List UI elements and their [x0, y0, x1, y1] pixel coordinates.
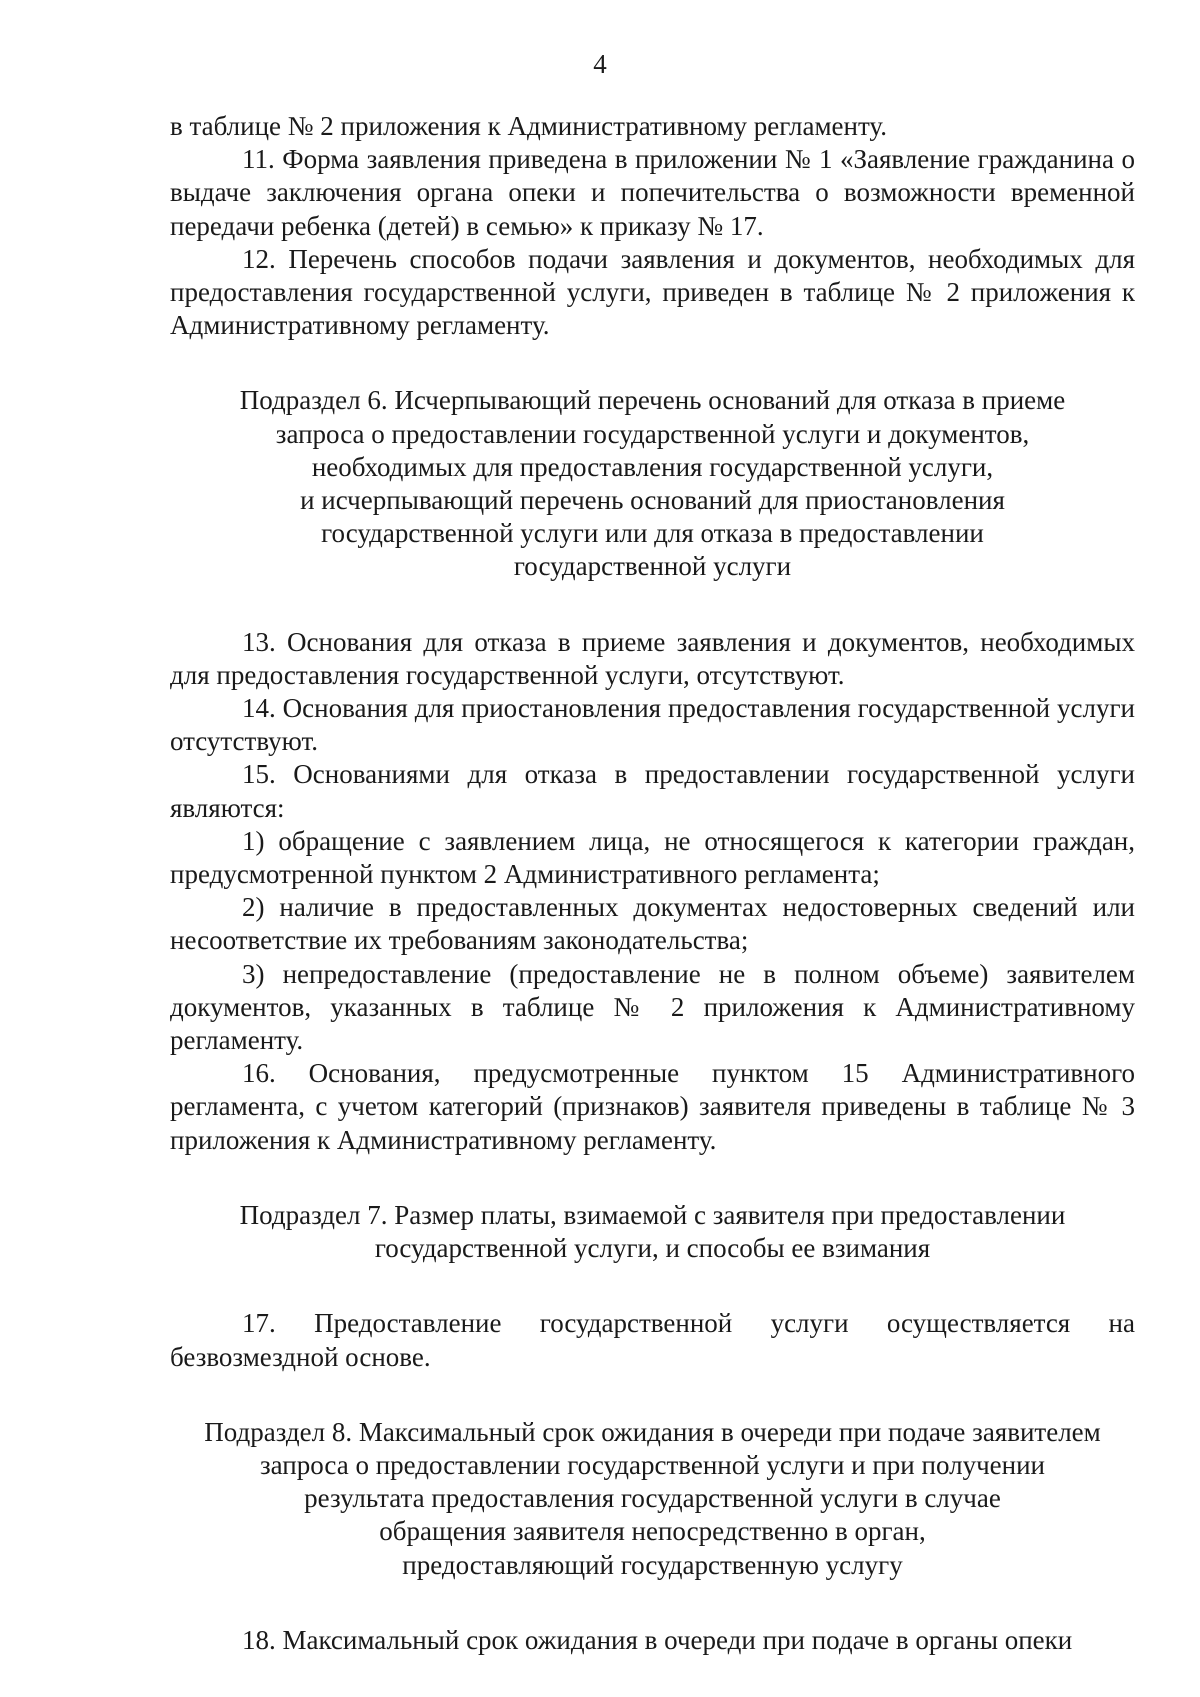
paragraph-16: 16. Основания, предусмотренные пунктом 15 Административного регламента, с учетом категорий (признаков) заявителя приведены в таблице № 3 приложения к Административному регламенту.	[170, 1058, 1135, 1155]
heading-line: результата предоставления государственной услуги в случае	[304, 1483, 1001, 1514]
paragraph-15-item-1: 1) обращение с заявлением лица, не относящегося к категории граждан, предусмотренной пунктом 2 Административного регламента;	[170, 825, 1135, 890]
paragraph-13: 13. Основания для отказа в приеме заявления и документов, необходимых для предоставления государственной услуги, отсутствуют.	[170, 626, 1135, 690]
paragraph-18: 18. Максимальный срок ожидания в очереди при подаче в органы опеки	[242, 1624, 1073, 1655]
heading-line: и исчерпывающий перечень оснований для приостановления	[300, 485, 1005, 516]
page-number: 4	[593, 49, 607, 79]
heading-line: обращения заявителя непосредственно в орган,	[379, 1516, 926, 1547]
paragraph-11: 11. Форма заявления приведена в приложении № 1 «Заявление гражданина о выдаче заключения органа опеки и попечительства о возможности временной передачи ребенка (детей) в семью» к приказу № 17.	[170, 144, 1135, 241]
paragraph-15: 15. Основаниями для отказа в предоставлении государственной услуги являются:	[170, 759, 1135, 823]
heading-line: Подраздел 8. Максимальный срок ожидания в очереди при подаче заявителем	[204, 1416, 1101, 1447]
subsection-8-heading	[170, 1416, 1135, 1582]
subsection-7-heading	[170, 1199, 1135, 1265]
paragraph-15-item-3: 3) непредоставление (предоставление не в полном объеме) заявителем документов, указанных в таблице № 2 приложения к Административному регламенту.	[170, 958, 1135, 1056]
document-body	[170, 110, 1135, 1657]
heading-line: запроса о предоставлении государственной услуги и документов,	[275, 418, 1030, 449]
paragraph-17: 17. Предоставление государственной услуги осуществляется на безвозмездной основе.	[170, 1308, 1135, 1372]
paragraph-continuation: в таблице № 2 приложения к Административному регламенту.	[170, 111, 887, 141]
heading-line: предоставляющий государственную услугу	[402, 1549, 903, 1580]
paragraph-15-item-2: 2) наличие в предоставленных документах недостоверных сведений или несоответствие их требованиям законодательства;	[170, 892, 1135, 956]
subsection-6-heading	[170, 384, 1135, 583]
heading-line: государственной услуги или для отказа в предоставлении	[321, 518, 984, 549]
heading-line: запроса о предоставлении государственной услуги и при получении	[260, 1449, 1045, 1480]
heading-line: государственной услуги	[513, 551, 792, 582]
heading-line: Подраздел 6. Исчерпывающий перечень оснований для отказа в приеме	[239, 385, 1066, 416]
heading-line: необходимых для предоставления государственной услуги,	[311, 451, 994, 482]
heading-line: Подраздел 7. Размер платы, взимаемой с заявителя при предоставлении	[239, 1199, 1066, 1230]
paragraph-12: 12. Перечень способов подачи заявления и документов, необходимых для предоставления государственной услуги, приведен в таблице № 2 приложения к Административному регламенту.	[170, 243, 1135, 341]
paragraph-14: 14. Основания для приостановления предоставления государственной услуги отсутствуют.	[170, 693, 1135, 757]
heading-line: государственной услуги, и способы ее взимания	[374, 1233, 931, 1264]
